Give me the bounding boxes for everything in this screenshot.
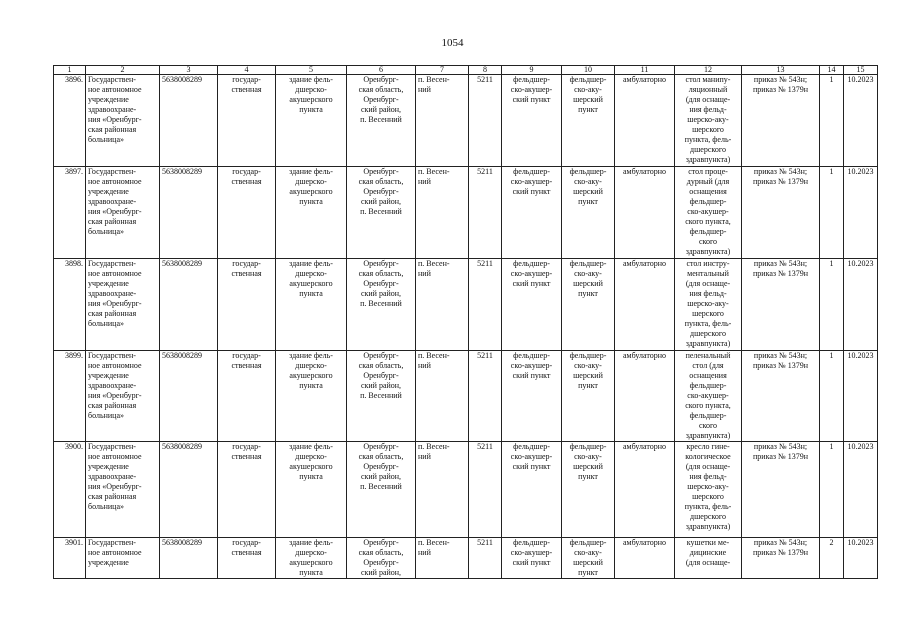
ownership-cell <box>218 442 276 538</box>
row-number-cell-text: 3898. <box>65 259 83 268</box>
building-cell <box>276 75 347 167</box>
date-cell <box>844 351 878 442</box>
organization-cell-text: Государствен- ное автономное учреждение здравоохране- ния «Оренбург- ская районная больница» <box>88 75 142 144</box>
column-header: 9 <box>502 66 562 75</box>
column-number-row <box>54 66 878 75</box>
orders-cell <box>742 538 820 579</box>
quantity-cell <box>820 351 844 442</box>
column-header: 8 <box>469 66 502 75</box>
organization-cell-text: Государствен- ное автономное учреждение здравоохране- ния «Оренбург- ская районная больница» <box>88 442 142 511</box>
table-row <box>54 538 878 579</box>
subunit-cell <box>562 351 615 442</box>
column-header: 5 <box>276 66 347 75</box>
address-cell <box>347 442 416 538</box>
equipment-cell-text: пеленальный стол (для оснащения фельдшер- ско-акушер- ского пункта, фельдшер- ского здравпункта) <box>685 351 731 440</box>
quantity-cell <box>820 442 844 538</box>
locality-cell <box>416 75 469 167</box>
equipment-cell-text: стол инстру- ментальный (для оснаще- ния фельд- шерско-аку- шерского пункта, фель- дшерского здравпункта) <box>684 259 732 348</box>
equipment-cell <box>675 75 742 167</box>
inn-cell <box>160 167 218 259</box>
care-type-cell-text: амбулаторно <box>622 259 667 268</box>
orders-cell-text: приказ № 543н; приказ № 1379н <box>753 167 808 186</box>
inn-cell <box>160 538 218 579</box>
locality-cell-text: п. Весен- ний <box>418 351 450 370</box>
locality-cell-text: п. Весен- ний <box>418 167 450 186</box>
building-cell-text: здание фель- дшерско- акушерского пункта <box>289 259 333 298</box>
registry-table <box>53 65 878 579</box>
ownership-cell <box>218 259 276 351</box>
column-header: 15 <box>844 66 878 75</box>
building-cell <box>276 351 347 442</box>
page-number: 1054 <box>441 37 464 49</box>
subunit-cell-text: фельдшер- ско-аку- шерский пункт <box>569 259 607 298</box>
column-header: 7 <box>416 66 469 75</box>
orders-cell <box>742 351 820 442</box>
table-row <box>54 351 878 442</box>
locality-cell <box>416 538 469 579</box>
inn-cell-text: 5638008289 <box>162 351 202 360</box>
column-header: 12 <box>675 66 742 75</box>
building-cell <box>276 167 347 259</box>
equipment-cell-text: кресло гине- кологическое (для оснаще- ния фельд- шерско-аку- шерского пункта, фель- дшерского здравпункта) <box>684 442 732 531</box>
row-number-cell <box>54 75 86 167</box>
building-cell-text: здание фель- дшерско- акушерского пункта <box>289 351 333 390</box>
code-cell <box>469 351 502 442</box>
address-cell-text: Оренбург- ская область, Оренбург- ский район, п. Весенний <box>358 351 404 400</box>
inn-cell <box>160 259 218 351</box>
unit-cell-text: фельдшер- ско-акушер- ский пункт <box>510 351 553 380</box>
care-type-cell <box>615 167 675 259</box>
inn-cell <box>160 442 218 538</box>
inn-cell-text: 5638008289 <box>162 538 202 547</box>
locality-cell <box>416 167 469 259</box>
column-header: 1 <box>54 66 86 75</box>
subunit-cell-text: фельдшер- ско-аку- шерский пункт <box>569 538 607 577</box>
quantity-cell-text: 2 <box>829 538 834 547</box>
address-cell <box>347 75 416 167</box>
orders-cell <box>742 259 820 351</box>
unit-cell-text: фельдшер- ско-акушер- ский пункт <box>510 442 553 471</box>
building-cell <box>276 442 347 538</box>
equipment-cell <box>675 442 742 538</box>
date-cell-text: 10.2023 <box>847 75 874 84</box>
orders-cell <box>742 75 820 167</box>
date-cell-text: 10.2023 <box>847 167 874 176</box>
care-type-cell <box>615 75 675 167</box>
subunit-cell-text: фельдшер- ско-аку- шерский пункт <box>569 351 607 390</box>
subunit-cell <box>562 167 615 259</box>
orders-cell <box>742 167 820 259</box>
subunit-cell <box>562 442 615 538</box>
organization-cell <box>86 75 160 167</box>
unit-cell-text: фельдшер- ско-акушер- ский пункт <box>510 167 553 196</box>
row-number-cell-text: 3900. <box>65 442 83 451</box>
care-type-cell-text: амбулаторно <box>622 75 667 84</box>
registry-table-body <box>54 75 878 579</box>
unit-cell <box>502 538 562 579</box>
building-cell-text: здание фель- дшерско- акушерского пункта <box>289 442 333 481</box>
row-number-cell <box>54 259 86 351</box>
unit-cell <box>502 351 562 442</box>
code-cell-text: 5211 <box>477 351 493 360</box>
equipment-cell-text: стол проце- дурный (для оснащения фельдшер- ско-акушер- ского пункта, фельдшер- ского здравпункта) <box>685 167 731 256</box>
orders-cell <box>742 442 820 538</box>
code-cell-text: 5211 <box>477 442 493 451</box>
subunit-cell-text: фельдшер- ско-аку- шерский пункт <box>569 167 607 206</box>
care-type-cell <box>615 351 675 442</box>
unit-cell <box>502 442 562 538</box>
inn-cell-text: 5638008289 <box>162 442 202 451</box>
quantity-cell-text: 1 <box>829 259 834 268</box>
address-cell-text: Оренбург- ская область, Оренбург- ский район, п. Весенний <box>358 167 404 216</box>
subunit-cell-text: фельдшер- ско-аку- шерский пункт <box>569 442 607 481</box>
quantity-cell-text: 1 <box>829 167 834 176</box>
organization-cell <box>86 538 160 579</box>
subunit-cell <box>562 538 615 579</box>
locality-cell-text: п. Весен- ний <box>418 538 450 557</box>
organization-cell <box>86 167 160 259</box>
ownership-cell-text: государ- ственная <box>231 259 262 278</box>
ownership-cell <box>218 351 276 442</box>
unit-cell-text: фельдшер- ско-акушер- ский пункт <box>510 259 553 288</box>
address-cell <box>347 351 416 442</box>
ownership-cell <box>218 75 276 167</box>
quantity-cell <box>820 538 844 579</box>
organization-cell <box>86 351 160 442</box>
ownership-cell <box>218 538 276 579</box>
unit-cell <box>502 259 562 351</box>
orders-cell-text: приказ № 543н; приказ № 1379н <box>753 259 808 278</box>
locality-cell <box>416 442 469 538</box>
unit-cell-text: фельдшер- ско-акушер- ский пункт <box>510 538 553 567</box>
row-number-cell <box>54 351 86 442</box>
address-cell <box>347 259 416 351</box>
orders-cell-text: приказ № 543н; приказ № 1379н <box>753 442 808 461</box>
date-cell <box>844 442 878 538</box>
date-cell <box>844 538 878 579</box>
equipment-cell <box>675 351 742 442</box>
column-header: 3 <box>160 66 218 75</box>
code-cell <box>469 259 502 351</box>
care-type-cell-text: амбулаторно <box>622 442 667 451</box>
building-cell <box>276 538 347 579</box>
organization-cell-text: Государствен- ное автономное учреждение <box>88 538 142 567</box>
building-cell <box>276 259 347 351</box>
column-header: 14 <box>820 66 844 75</box>
quantity-cell-text: 1 <box>829 442 834 451</box>
address-cell-text: Оренбург- ская область, Оренбург- ский район, п. Весенний <box>358 75 404 124</box>
date-cell-text: 10.2023 <box>847 259 874 268</box>
organization-cell <box>86 442 160 538</box>
date-cell <box>844 167 878 259</box>
locality-cell-text: п. Весен- ний <box>418 75 450 94</box>
ownership-cell-text: государ- ственная <box>231 75 262 94</box>
care-type-cell-text: амбулаторно <box>622 538 667 547</box>
building-cell-text: здание фель- дшерско- акушерского пункта <box>289 538 333 577</box>
inn-cell <box>160 75 218 167</box>
address-cell-text: Оренбург- ская область, Оренбург- ский район, <box>358 538 404 577</box>
quantity-cell <box>820 259 844 351</box>
organization-cell-text: Государствен- ное автономное учреждение здравоохране- ния «Оренбург- ская районная больница» <box>88 351 142 420</box>
quantity-cell-text: 1 <box>829 75 834 84</box>
ownership-cell <box>218 167 276 259</box>
unit-cell-text: фельдшер- ско-акушер- ский пункт <box>510 75 553 104</box>
unit-cell <box>502 75 562 167</box>
code-cell-text: 5211 <box>477 538 493 547</box>
address-cell <box>347 167 416 259</box>
equipment-cell-text: кушетки ме- дицинские (для оснаще- <box>685 538 731 567</box>
date-cell <box>844 259 878 351</box>
orders-cell-text: приказ № 543н; приказ № 1379н <box>753 351 808 370</box>
orders-cell-text: приказ № 543н; приказ № 1379н <box>753 538 808 557</box>
code-cell-text: 5211 <box>477 167 493 176</box>
column-header: 2 <box>86 66 160 75</box>
subunit-cell-text: фельдшер- ско-аку- шерский пункт <box>569 75 607 114</box>
table-row <box>54 442 878 538</box>
table-row <box>54 167 878 259</box>
ownership-cell-text: государ- ственная <box>231 538 262 557</box>
code-cell <box>469 538 502 579</box>
column-header: 11 <box>615 66 675 75</box>
locality-cell-text: п. Весен- ний <box>418 259 450 278</box>
row-number-cell <box>54 442 86 538</box>
inn-cell-text: 5638008289 <box>162 167 202 176</box>
organization-cell-text: Государствен- ное автономное учреждение здравоохране- ния «Оренбург- ская районная больница» <box>88 167 142 236</box>
subunit-cell <box>562 75 615 167</box>
ownership-cell-text: государ- ственная <box>231 442 262 461</box>
orders-cell-text: приказ № 543н; приказ № 1379н <box>753 75 808 94</box>
row-number-cell-text: 3897. <box>65 167 83 176</box>
locality-cell <box>416 259 469 351</box>
organization-cell-text: Государствен- ное автономное учреждение здравоохране- ния «Оренбург- ская районная больница» <box>88 259 142 328</box>
organization-cell <box>86 259 160 351</box>
ownership-cell-text: государ- ственная <box>231 351 262 370</box>
date-cell-text: 10.2023 <box>847 442 874 451</box>
address-cell-text: Оренбург- ская область, Оренбург- ский район, п. Весенний <box>358 259 404 308</box>
locality-cell <box>416 351 469 442</box>
row-number-cell-text: 3896. <box>65 75 83 84</box>
building-cell-text: здание фель- дшерско- акушерского пункта <box>289 75 333 114</box>
equipment-cell <box>675 538 742 579</box>
equipment-cell <box>675 167 742 259</box>
table-row <box>54 259 878 351</box>
quantity-cell-text: 1 <box>829 351 834 360</box>
row-number-cell-text: 3899. <box>65 351 83 360</box>
code-cell <box>469 167 502 259</box>
inn-cell <box>160 351 218 442</box>
quantity-cell <box>820 167 844 259</box>
care-type-cell <box>615 442 675 538</box>
building-cell-text: здание фель- дшерско- акушерского пункта <box>289 167 333 206</box>
code-cell-text: 5211 <box>477 259 493 268</box>
ownership-cell-text: государ- ственная <box>231 167 262 186</box>
date-cell-text: 10.2023 <box>847 538 874 547</box>
care-type-cell <box>615 259 675 351</box>
subunit-cell <box>562 259 615 351</box>
row-number-cell-text: 3901. <box>65 538 83 547</box>
date-cell <box>844 75 878 167</box>
date-cell-text: 10.2023 <box>847 351 874 360</box>
column-header: 4 <box>218 66 276 75</box>
care-type-cell <box>615 538 675 579</box>
address-cell-text: Оренбург- ская область, Оренбург- ский район, п. Весенний <box>358 442 404 491</box>
address-cell <box>347 538 416 579</box>
row-number-cell <box>54 167 86 259</box>
code-cell <box>469 75 502 167</box>
column-header: 10 <box>562 66 615 75</box>
inn-cell-text: 5638008289 <box>162 259 202 268</box>
inn-cell-text: 5638008289 <box>162 75 202 84</box>
row-number-cell <box>54 538 86 579</box>
column-header: 13 <box>742 66 820 75</box>
locality-cell-text: п. Весен- ний <box>418 442 450 461</box>
equipment-cell-text: стол манипу- ляционный (для оснаще- ния фельд- шерско-аку- шерского пункта, фель- дшерского здравпункта) <box>684 75 732 164</box>
code-cell-text: 5211 <box>477 75 493 84</box>
quantity-cell <box>820 75 844 167</box>
code-cell <box>469 442 502 538</box>
care-type-cell-text: амбулаторно <box>622 167 667 176</box>
table-row <box>54 75 878 167</box>
column-header: 6 <box>347 66 416 75</box>
equipment-cell <box>675 259 742 351</box>
unit-cell <box>502 167 562 259</box>
care-type-cell-text: амбулаторно <box>622 351 667 360</box>
